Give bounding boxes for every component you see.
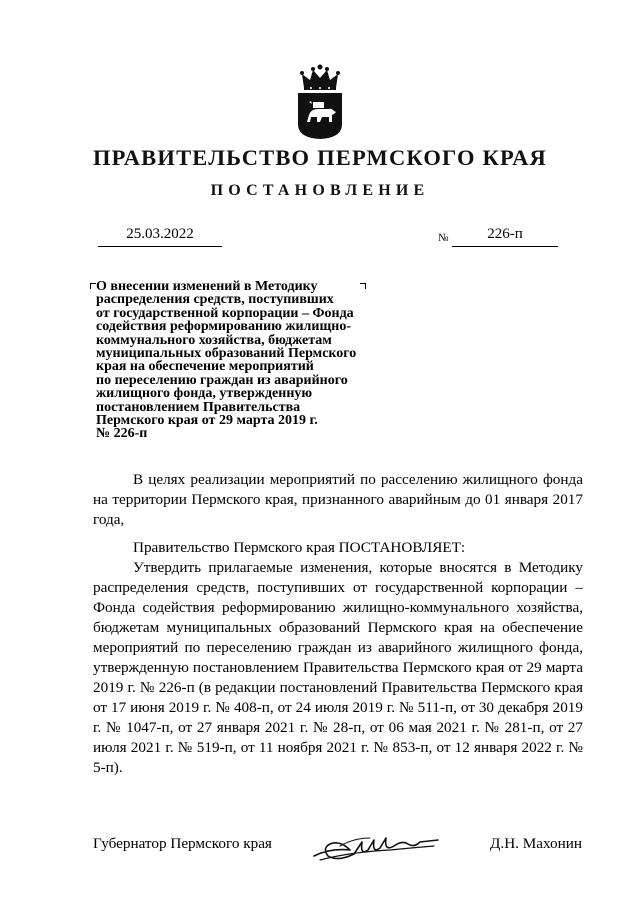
number-underline [452,246,558,247]
subject-line: № 226-п [96,426,148,442]
subject-line: жилищного фонда, утвержденную [96,386,313,402]
body-paragraph-resolves: Правительство Пермского края ПОСТАНОВЛЯЕТ: [133,539,466,556]
signatory-name: Д.Н. Махонин [490,835,582,852]
subject-line: Пермского края от 29 марта 2019 г. [96,413,318,429]
date-underline [98,246,222,247]
subject-line: распределения средств, поступивших [96,292,334,308]
document-date: 25.03.2022 [126,226,194,242]
signatory-title: Губернатор Пермского края [93,835,272,852]
subject-line: коммунального хозяйства, бюджетам [96,332,332,348]
subject-line: муниципальных образований Пермского [96,346,357,362]
subject-line: от государственной корпорации – Фонда [96,305,354,321]
subject-line: постановлением Правительства [96,399,301,415]
government-title: ПРАВИТЕЛЬСТВО ПЕРМСКОГО КРАЯ [92,145,548,170]
body-paragraph-resolution: Утвердить прилагаемые изменения, которые вносятся в Методику распределения средств, поступивших от государственной корпорации – Фонда содействия реформированию жилищно-коммунального хозяйства, бюджетам муниципальных образований Пермского края на обеспечение мероприятий по переселению граждан из аварийного жилищного фонда, утвержденную постановлением Правительства Пермского края от 29 марта 2019 г. № 226-п (в редакции постановлений Правительства Пермского края от 17 июня 2019 г. № 408-п, от 24 июля 2019 г. № 511-п, от 30 декабря 2019 г. № 1047-п, от 27 января 2021 г. № 28-п, от 06 мая 2021 г. № 281-п, от 27 июля 2021 г. № 519-п, от 11 ноября 2021 г. № 853-п, от 12 января 2022 г. № 5-п). [93,559,583,776]
handwritten-signature [310,826,440,866]
body-paragraph-preamble: В целях реализации мероприятий по расселению жилищного фонда на территории Пермского края, признанного аварийным до 01 января 2017 года, [93,471,583,528]
coat-of-arms-emblem [296,62,344,140]
document-subject [96,280,396,441]
number-label: № [438,232,449,244]
subject-line: О внесении изменений в Методику [96,279,318,294]
document-body [93,470,583,778]
subject-line: по переселению граждан из аварийного [96,372,348,388]
document-type: ПОСТАНОВЛЕНИЕ [210,182,430,199]
subject-line: края на обеспечение мероприятий [96,359,314,375]
subject-line: содействия реформированию жилищно- [96,319,352,335]
document-number: 226-п [487,226,523,242]
